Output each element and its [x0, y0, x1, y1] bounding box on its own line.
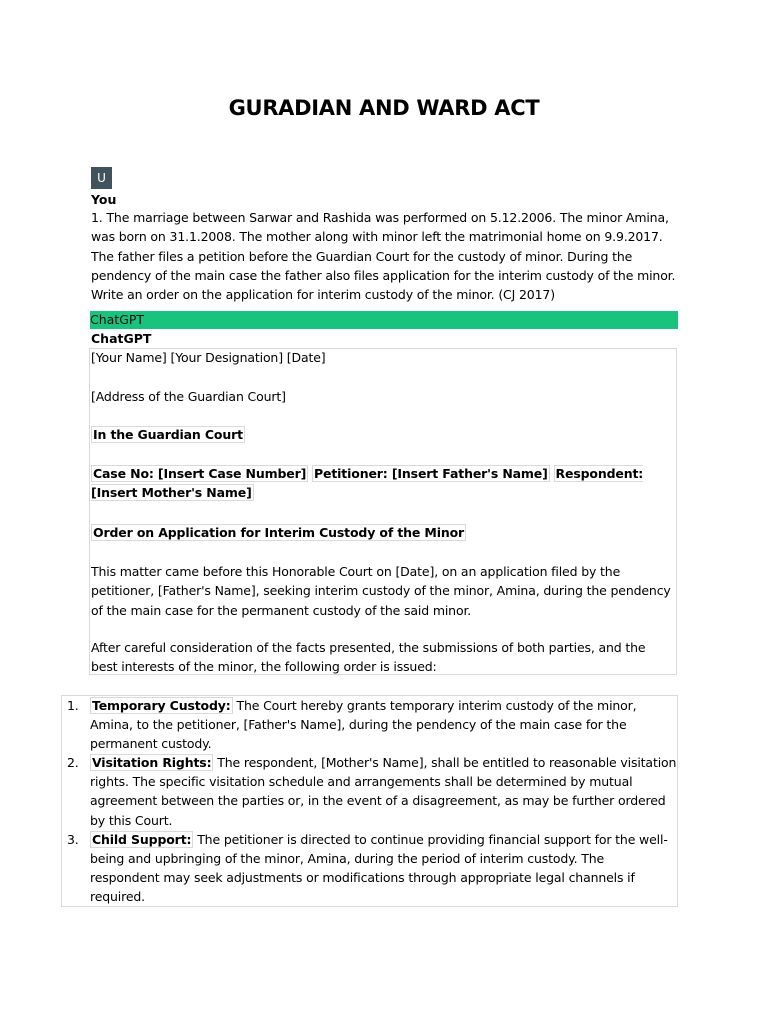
response-address-line: [Address of the Guardian Court]	[91, 389, 286, 404]
orders-list	[62, 696, 677, 906]
petitioner-name: Petitioner: [Insert Father's Name]	[314, 466, 548, 481]
respondent-name: Respondent: [Insert Mother's Name]	[91, 466, 644, 501]
order-number: 2.	[67, 755, 79, 771]
order-item-temporary-custody	[62, 696, 677, 753]
user-avatar: U	[91, 167, 112, 189]
order-text-visitation-rights: The respondent, [Mother's Name], shall be entitled to reasonable visitation rights. The specific visitation schedule and arrangements shall be determined by mutual agreement between the parties or, in the event of a disagreement, as may be further ordered by this Court.	[90, 755, 677, 828]
order-heading-child-support: Child Support:	[92, 831, 192, 847]
consideration-paragraph: After careful consideration of the facts presented, the submissions of both parties, and the best interests of the minor, the following order is issued:	[91, 640, 646, 675]
user-question-text: 1. The marriage between Sarwar and Rashida was performed on 5.12.2006. The minor Amina, was born on 31.1.2008. The mother along with minor left the matrimonial home on 9.9.2017. The father files a petition before the Guardian Court for the custody of minor. During the pendency of the main case the father also files application for the interim custody of the minor. Write an order on the application for interim custody of the minor. (CJ 2017)	[91, 210, 676, 303]
order-text-temporary-custody: The Court hereby grants temporary interim custody of the minor, Amina, to the petitioner, [Father's Name], during the pendency of the main case for the permanent custody.	[90, 698, 637, 752]
court-line	[91, 425, 675, 444]
case-number: Case No: [Insert Case Number]	[93, 466, 307, 481]
chatgpt-header-bar: ChatGPT	[90, 311, 678, 329]
document-title: GURADIAN AND WARD ACT	[228, 96, 540, 120]
order-item-child-support	[62, 830, 677, 906]
court-label: In the Guardian Court	[93, 427, 243, 442]
case-details	[91, 464, 675, 503]
chatgpt-author-label: ChatGPT	[91, 331, 152, 346]
order-item-visitation-rights	[62, 753, 677, 829]
order-heading-temporary-custody: Temporary Custody:	[92, 698, 231, 713]
order-heading-visitation-rights: Visitation Rights:	[92, 755, 212, 771]
user-author-label: You	[91, 192, 117, 207]
order-number: 3.	[67, 831, 79, 847]
order-heading-line	[91, 523, 675, 542]
order-heading: Order on Application for Interim Custody of the Minor	[93, 525, 465, 540]
order-number: 1.	[67, 698, 79, 713]
order-text-child-support: The petitioner is directed to continue providing financial support for the well-being and upbringing of the minor, Amina, during the period of interim custody. The respondent may seek adjustments or modifications through appropriate legal channels if required.	[90, 831, 668, 904]
response-header-line: [Your Name] [Your Designation] [Date]	[91, 350, 326, 365]
matter-paragraph: This matter came before this Honorable Court on [Date], on an application filed by the petitioner, [Father's Name], seeking interim custody of the minor, Amina, during the pendency of the main case for the permanent custody of the said minor.	[91, 564, 671, 618]
